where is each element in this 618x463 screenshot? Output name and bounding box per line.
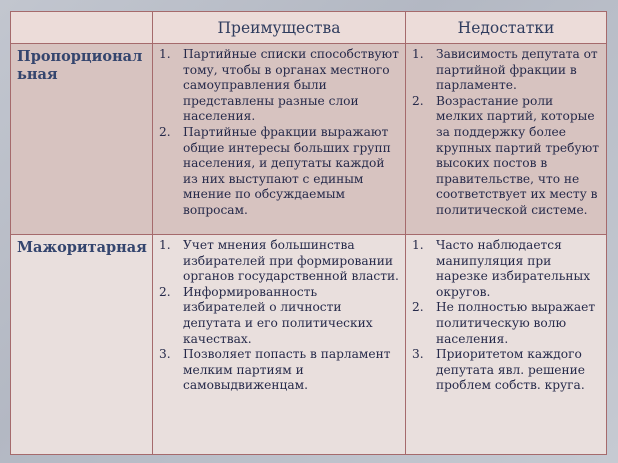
item-text: Информированность избирателей о личности депутата и его политических качествах. [183,284,373,346]
item-text: Возрастание роли мелких партий, которые за поддержку более крупных партий требуют высоких постов в правительстве, что не соответствует их месту в политической системе. [436,93,599,217]
list-item [159,238,401,285]
advantages-cell [153,235,406,455]
header-empty [11,12,153,44]
list-item [412,238,602,300]
advantages-list [153,44,405,219]
item-text: Учет мнения большинства избирателей при формировании органов государственной власти. [183,238,399,284]
comparison-table [10,11,607,455]
item-text: Приоритетом каждого депутата явл. решение проблем собств. круга. [436,347,585,393]
disadvantages-list [406,44,606,219]
list-item [159,347,401,394]
disadvantages-cell [406,44,607,235]
item-number: 1. [412,47,424,61]
item-number: 1. [159,238,171,252]
table-row-proportional [11,44,607,235]
table-row-majoritarian [11,235,607,455]
advantages-list [153,235,405,394]
item-number: 2. [412,93,424,108]
row-label-text: Пропорциональная [17,48,143,83]
list-item [159,125,401,219]
header-disadvantages: Недостатки [406,12,607,44]
item-text: Не полностью выражает политическую волю населения. [436,300,596,346]
item-number: 2. [412,300,424,315]
item-number: 2. [159,284,171,299]
row-label [11,44,153,235]
row-label [11,235,153,455]
list-item [412,94,602,219]
disadvantages-cell [406,235,607,455]
list-item [412,47,602,94]
list-item [412,347,602,394]
advantages-cell [153,44,406,235]
item-number: 3. [159,347,171,362]
header-advantages: Преимущества [153,12,406,44]
item-number: 1. [412,238,424,252]
item-text: Часто наблюдается манипуляция при нарезке избирательных округов. [436,238,591,299]
disadvantages-list [406,235,606,394]
item-text: Партийные списки способствуют тому, чтобы в органах местного самоуправления были представлены разные слои населения. [183,47,399,124]
item-text: Позволяет попасть в парламент мелким партиям и самовыдвиженцам. [183,347,391,393]
item-number: 1. [159,47,171,61]
item-text: Зависимость депутата от партийной фракции в парламенте. [436,47,598,93]
list-item [159,47,401,125]
row-label-text: Мажоритарная [17,239,147,256]
item-number: 3. [412,347,424,362]
list-item [159,285,401,347]
item-text: Партийные фракции выражают общие интересы больших групп населения, и депутаты каждой из них выступают с единым мнение по обсуждаемым вопросам. [183,124,391,217]
list-item [412,300,602,347]
item-number: 2. [159,124,171,139]
header-row [11,12,607,44]
